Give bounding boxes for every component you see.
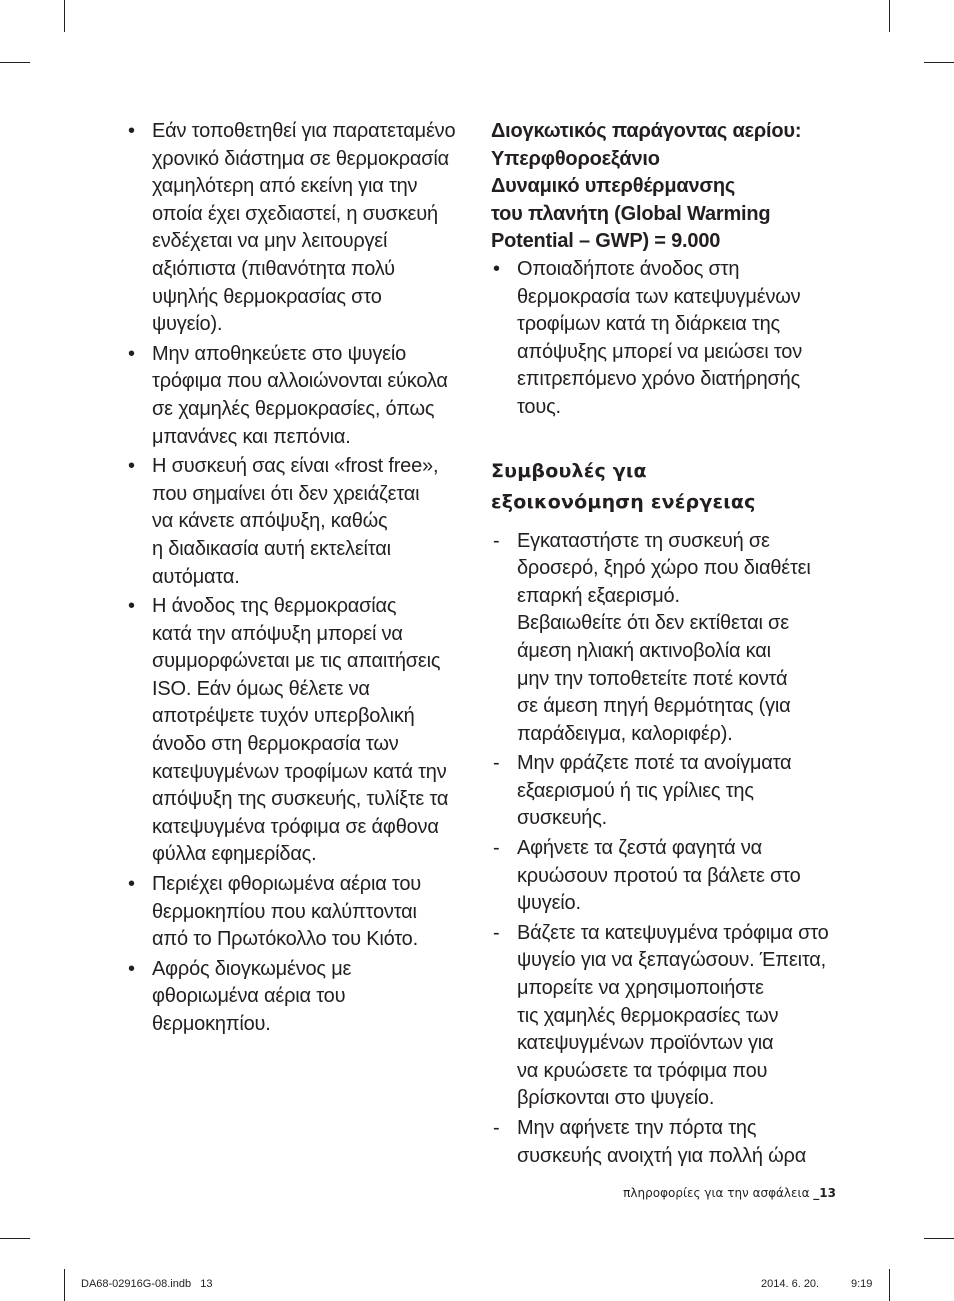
slug-date: 2014. 6. 20. xyxy=(761,1278,820,1290)
dash-text: Βάζετε τα κατεψυγμένα τρόφιμα στο ψυγείο για να ξεπαγώσουν. Έπειτα, μπορείτε να χρησιμοποιήστε τις χαμηλές θερμοκρασίες των κατεψυγμένων προϊόντων για να κρυώσετε τα τρόφιμα που βρίσκονται στο ψυγείο. xyxy=(517,921,829,1110)
bullet-marker: • xyxy=(128,595,135,618)
crop-mark-bottom-left-vertical xyxy=(64,1269,65,1301)
bullet-text: Η συσκευή σας είναι «frost free», που σημαίνει ότι δεν χρειάζεται να κάνετε απόψυξη, καθώς η διαδικασία αυτή εκτελείται αυτόματα. xyxy=(152,455,439,588)
bullet-marker: • xyxy=(128,957,135,980)
dash-marker: - xyxy=(493,921,500,944)
bullet-marker: • xyxy=(128,455,135,478)
crop-mark-top-right-vertical xyxy=(889,0,890,32)
crop-mark-top-left-vertical xyxy=(64,0,65,32)
bullet-marker: • xyxy=(128,120,135,142)
gas-heading: Διογκωτικός παράγοντας αερίου: Υπερφθοροεξάνιο Δυναμικό υπερθέρμανσης του πλανήτη (Global Warming Potential – GWP) = 9.000 xyxy=(491,120,802,253)
dash-item xyxy=(491,1115,836,1170)
bullet-marker: • xyxy=(128,873,135,896)
bullet-item xyxy=(491,256,836,422)
bullet-text: Περιέχει φθοριωμένα αέρια του θερμοκηπίου που καλύπτονται από το Πρωτόκολλο του Κιότο. xyxy=(152,873,422,951)
bullet-text: Εάν τοποθετηθεί για παρατεταμένο χρονικό διάστημα σε θερμοκρασία χαμηλότερη από εκείνη για την οποία έχει σχεδιαστεί, η συσκευή ενδέχεται να μην λειτουργεί αξιόπιστα (πιθανότητα πολύ υψηλής θερμοκρασίας στο ψυγείο). xyxy=(152,120,456,336)
crop-mark-top-left-horizontal xyxy=(0,62,30,63)
crop-mark-bottom-left-horizontal xyxy=(0,1238,30,1239)
bullet-item xyxy=(126,341,471,451)
dash-item xyxy=(491,528,836,749)
bullet-item xyxy=(126,453,471,591)
dash-marker: - xyxy=(493,837,500,860)
dash-item xyxy=(491,920,836,1113)
bullet-marker: • xyxy=(493,257,500,280)
bullet-item xyxy=(126,956,471,1039)
bullet-marker: • xyxy=(128,342,135,365)
crop-mark-bottom-right-horizontal xyxy=(924,1238,954,1239)
crop-mark-top-right-horizontal xyxy=(924,62,954,63)
bullet-text: Οποιαδήποτε άνοδος στη θερμοκρασία των κατεψυγμένων τροφίμων κατά τη διάρκεια της απόψυξης μπορεί να μειώσει τον επιτρεπόμενο χρόνο διατήρησής τους. xyxy=(517,257,803,418)
crop-mark-bottom-right-vertical xyxy=(889,1269,890,1301)
section-title: Συμβουλές για εξοικονόμηση ενέργειας xyxy=(491,459,756,513)
left-column xyxy=(126,118,471,1041)
right-column xyxy=(491,118,836,1172)
slug-time: 9:19 xyxy=(851,1278,873,1290)
bullet-item xyxy=(126,871,471,954)
dash-text: Μην αφήνετε την πόρτα της συσκευής ανοιχτή για πολλή ώρα xyxy=(517,1117,807,1167)
dash-marker: - xyxy=(493,529,500,552)
bullet-item xyxy=(126,593,471,869)
bullet-text: Μην αποθηκεύετε στο ψυγείο τρόφιμα που αλλοιώνονται εύκολα σε χαμηλές θερμοκρασίες, όπως μπανάνες και πεπόνια. xyxy=(152,342,448,448)
bullet-text: Αφρός διογκωμένος με φθοριωμένα αέρια του θερμοκηπίου. xyxy=(152,957,352,1035)
bullet-item xyxy=(126,118,471,339)
page-footer xyxy=(491,1186,836,1200)
footer-section-label: πληροφορίες για την ασφάλεια xyxy=(623,1186,814,1200)
dash-marker: - xyxy=(493,752,500,775)
page-number: _13 xyxy=(813,1186,836,1200)
dash-item xyxy=(491,835,836,918)
slug-filename: DA68-02916G-08.indb 13 xyxy=(81,1278,213,1290)
dash-item xyxy=(491,750,836,833)
dash-text: Εγκαταστήστε τη συσκευή σε δροσερό, ξηρό χώρο που διαθέτει επαρκή εξαερισμό. Βεβαιωθείτε ότι δεν εκτίθεται σε άμεση ηλιακή ακτινοβολία και μην την τοποθετείτε ποτέ κοντά σε άμεση πηγή θερμότητας (για παράδειγμα, καλοριφέρ). xyxy=(517,529,811,745)
dash-text: Αφήνετε τα ζεστά φαγητά να κρυώσουν προτού τα βάλετε στο ψυγείο. xyxy=(517,837,801,915)
dash-marker: - xyxy=(493,1117,500,1139)
bullet-text: Η άνοδος της θερμοκρασίας κατά την απόψυξη μπορεί να συμμορφώνεται με τις απαιτήσεις ISO. Εάν όμως θέλετε να αποτρέψετε τυχόν υπερβολική άνοδο στη θερμοκρασία των κατεψυγμένων τροφίμων κατά την απόψυξη της συσκευής, τυλίξτε τα κατεψυγμένα τρόφιμα σε άφθονα φύλλα εφημερίδας. xyxy=(152,595,449,866)
dash-text: Μην φράζετε ποτέ τα ανοίγματα εξαερισμού ή τις γρίλιες της συσκευής. xyxy=(517,752,792,830)
